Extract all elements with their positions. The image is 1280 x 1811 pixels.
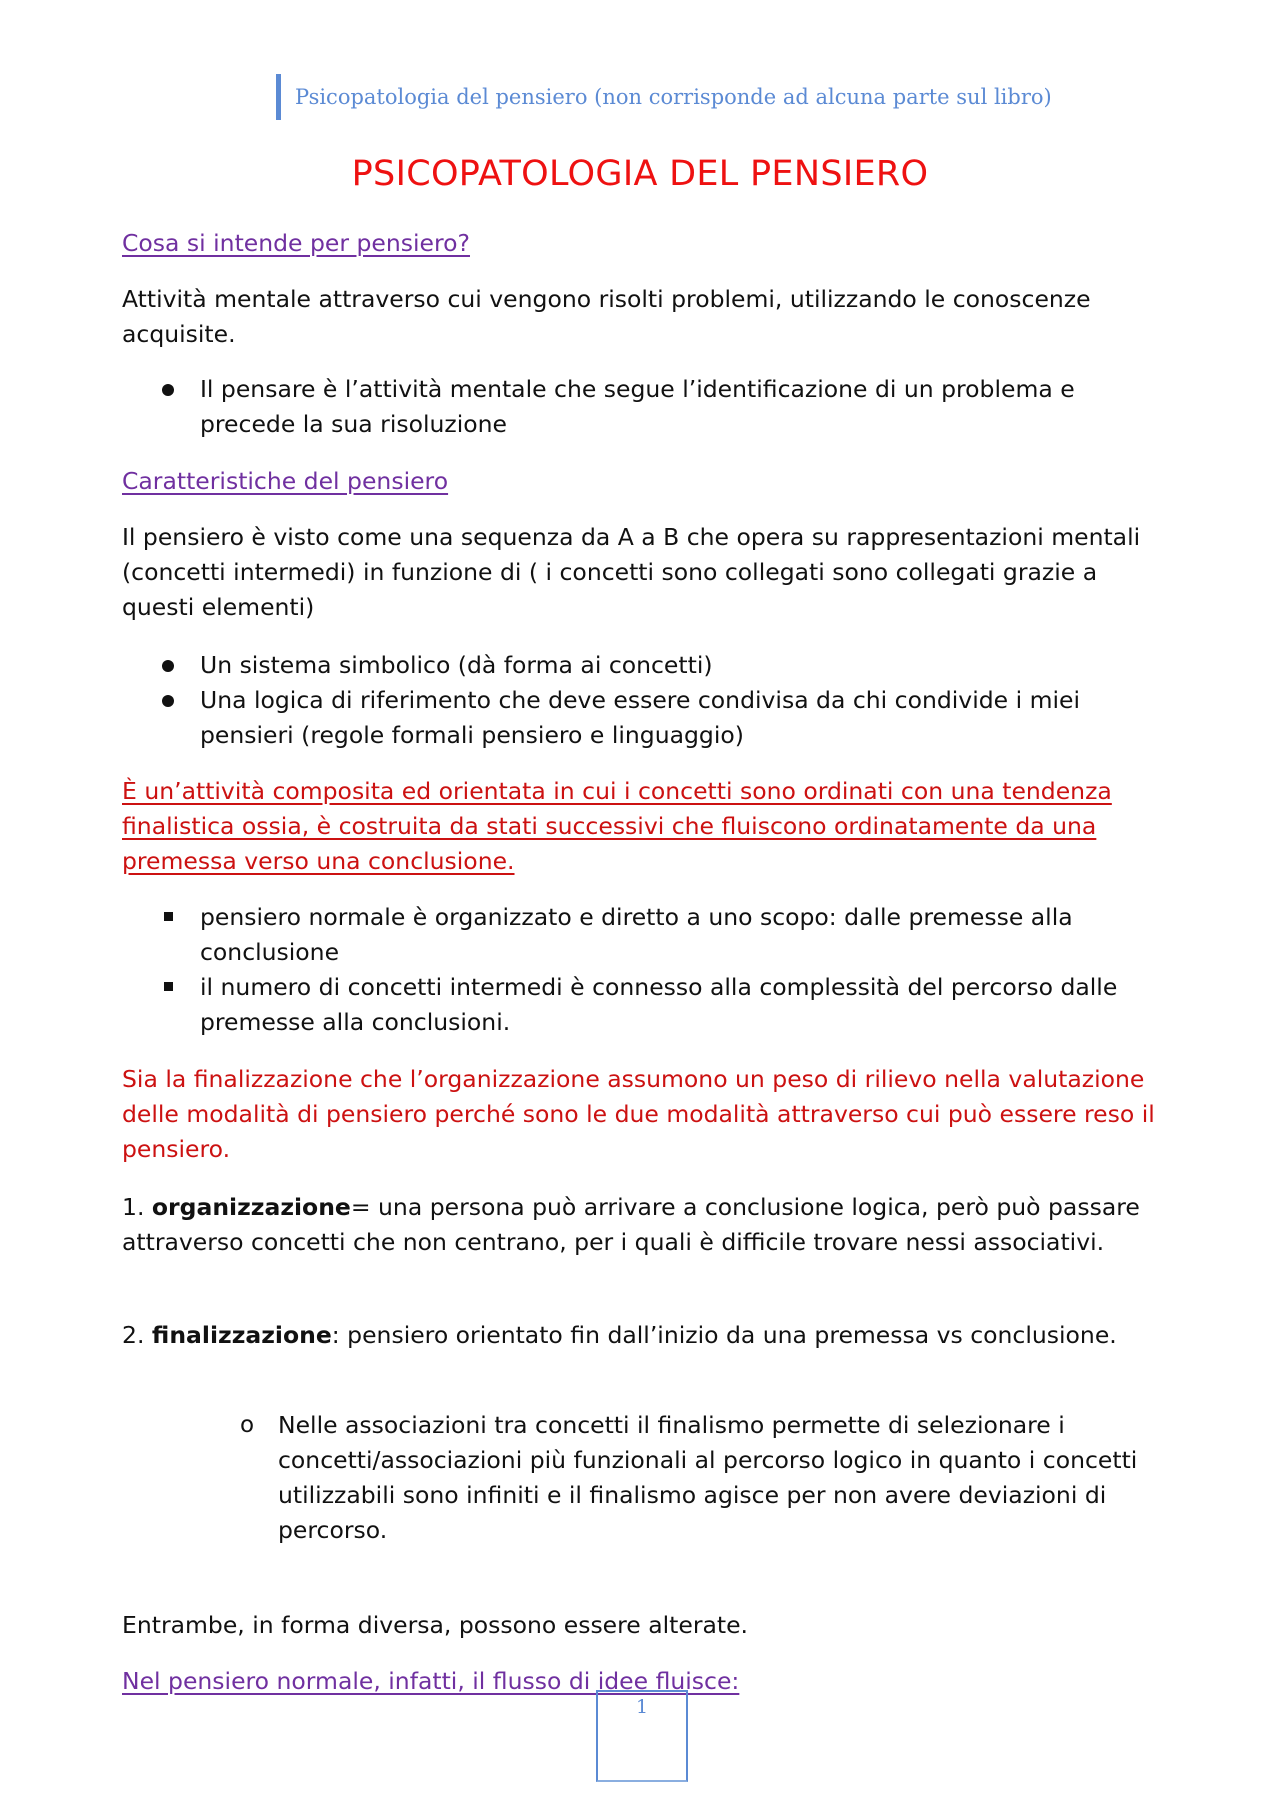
finalization-number: 2. — [122, 1321, 152, 1349]
bullet-icon — [162, 384, 174, 396]
organization-term: organizzazione — [151, 1193, 351, 1221]
bullet-icon — [162, 695, 174, 707]
organization-text: = una persona può arrivare a conclusione logica, però può passare attraverso concetti che non centrano, per i quali è difficile trovare nessi associativi. — [122, 1193, 1140, 1256]
section-heading-characteristics — [122, 464, 1162, 499]
bullet-icon — [162, 660, 174, 672]
square-bullet-icon — [164, 912, 173, 921]
list-item: Il pensare è l’attività mentale che segue l’identificazione di un problema e precede la sua risoluzione — [200, 375, 1075, 438]
list-item: pensiero normale è organizzato e diretto a uno scopo: dalle premesse alla conclusione — [200, 903, 1073, 966]
list-item: il numero di concetti intermedi è connesso alla complessità del percorso dalle premesse alla conclusioni. — [200, 973, 1118, 1036]
list-item: Un sistema simbolico (dà forma ai concetti) — [200, 651, 713, 679]
highlight-paragraph — [122, 774, 1122, 879]
organization-number: 1. — [122, 1193, 152, 1221]
closing-paragraph: Entrambe, in forma diversa, possono essere alterate. — [122, 1611, 749, 1639]
finalization-item — [122, 1318, 1162, 1353]
sub-list-item: Nelle associazioni tra concetti il finalismo permette di selezionare i concetti/associazioni più funzionali al percorso logico in quanto i concetti utilizzabili sono infiniti e il finalismo agisce per non avere deviazioni di percorso. — [278, 1411, 1138, 1544]
definition-paragraph: Attività mentale attraverso cui vengono risolti problemi, utilizzando le conoscenze acquisite. — [122, 285, 1091, 348]
section-heading-definition-text: Cosa si intende per pensiero? — [122, 229, 470, 257]
page-header: Psicopatologia del pensiero (non corrisponde ad alcuna parte sul libro) — [276, 74, 1052, 120]
list-item: Una logica di riferimento che deve essere condivisa da chi condivide i miei pensieri (regole formali pensiero e linguaggio) — [200, 686, 1080, 749]
square-bullet-icon — [164, 982, 173, 991]
highlight-paragraph-text: È un’attività composita ed orientata in cui i concetti sono ordinati con una tendenza finalistica ossia, è costruita da stati successivi che fluiscono ordinatamente da una premessa verso una conclusione. — [122, 777, 1112, 875]
page-title: PSICOPATOLOGIA DEL PENSIERO — [351, 154, 929, 194]
closing-heading-text: Nel pensiero normale, infatti, il flusso di idee fluisce: — [122, 1667, 740, 1695]
section-heading-characteristics-text: Caratteristiche del pensiero — [122, 467, 449, 495]
organization-item — [122, 1190, 1162, 1260]
finalization-term: finalizzazione — [151, 1321, 332, 1349]
section-heading-definition — [122, 226, 1162, 261]
finalization-text: : pensiero orientato fin dall’inizio da una premessa vs conclusione. — [331, 1321, 1117, 1349]
red-paragraph: Sia la finalizzazione che l’organizzazione assumono un peso di rilievo nella valutazione delle modalità di pensiero perché sono le due modalità attraverso cui può essere reso il pensiero. — [122, 1065, 1155, 1163]
characteristics-paragraph: Il pensiero è visto come una sequenza da A a B che opera su rappresentazioni mentali (concetti intermedi) in funzione di ( i concetti sono collegati sono collegati grazie a questi elementi) — [122, 523, 1141, 621]
page-number: 1 — [596, 1690, 688, 1782]
circle-bullet-icon: o — [240, 1412, 255, 1438]
